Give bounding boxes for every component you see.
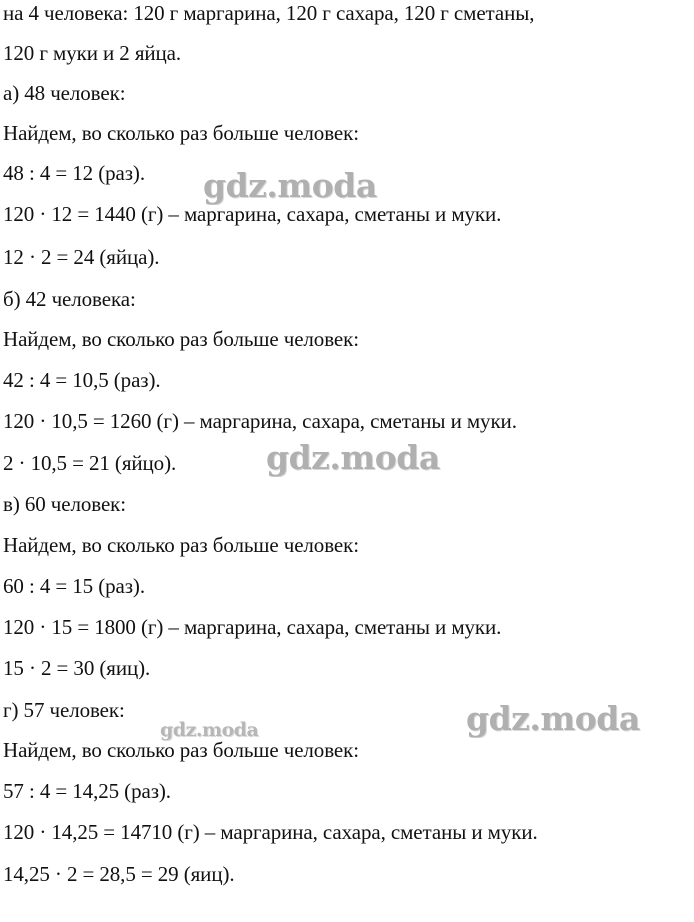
section-b-step-2: 120 · 10,5 = 1260 (г) – маргарина, сахара, сметаны и муки. bbox=[3, 409, 517, 433]
section-b-question: Найдем, во сколько раз больше человек: bbox=[3, 327, 359, 351]
section-a-step-3: 12 · 2 = 24 (яйца). bbox=[3, 245, 160, 269]
section-v-heading: в) 60 человек: bbox=[3, 492, 127, 516]
section-g-heading: г) 57 человек: bbox=[3, 698, 125, 722]
section-g-step-1: 57 : 4 = 14,25 (раз). bbox=[3, 779, 171, 803]
section-b-step-3: 2 · 10,5 = 21 (яйцо). bbox=[3, 451, 177, 475]
section-b-heading: б) 42 человека: bbox=[3, 287, 136, 311]
watermark-logo: gdz.moda bbox=[266, 438, 440, 477]
section-a-question: Найдем, во сколько раз больше человек: bbox=[3, 121, 359, 145]
section-g-step-2: 120 · 14,25 = 14710 (г) – маргарина, сахара, сметаны и муки. bbox=[3, 820, 538, 844]
watermark-logo: gdz.moda bbox=[466, 699, 640, 738]
section-a-heading: а) 48 человек: bbox=[3, 81, 126, 105]
text-line-intro-1: на 4 человека: 120 г маргарина, 120 г сахара, 120 г сметаны, bbox=[3, 1, 535, 25]
section-v-step-1: 60 : 4 = 15 (раз). bbox=[3, 574, 145, 598]
watermark-logo: gdz.moda bbox=[203, 166, 377, 205]
section-b-step-1: 42 : 4 = 10,5 (раз). bbox=[3, 368, 161, 392]
section-v-step-3: 15 · 2 = 30 (яиц). bbox=[3, 656, 151, 680]
watermark-logo: gdz.moda bbox=[160, 719, 259, 741]
section-a-step-2: 120 · 12 = 1440 (г) – маргарина, сахара, сметаны и муки. bbox=[3, 202, 502, 226]
section-v-step-2: 120 · 15 = 1800 (г) – маргарина, сахара, сметаны и муки. bbox=[3, 615, 502, 639]
section-v-question: Найдем, во сколько раз больше человек: bbox=[3, 533, 359, 557]
section-g-question: Найдем, во сколько раз больше человек: bbox=[3, 738, 359, 762]
text-line-intro-2: 120 г муки и 2 яйца. bbox=[3, 41, 182, 65]
section-a-step-1: 48 : 4 = 12 (раз). bbox=[3, 161, 145, 185]
section-g-step-3: 14,25 · 2 = 28,5 = 29 (яиц). bbox=[3, 862, 235, 886]
